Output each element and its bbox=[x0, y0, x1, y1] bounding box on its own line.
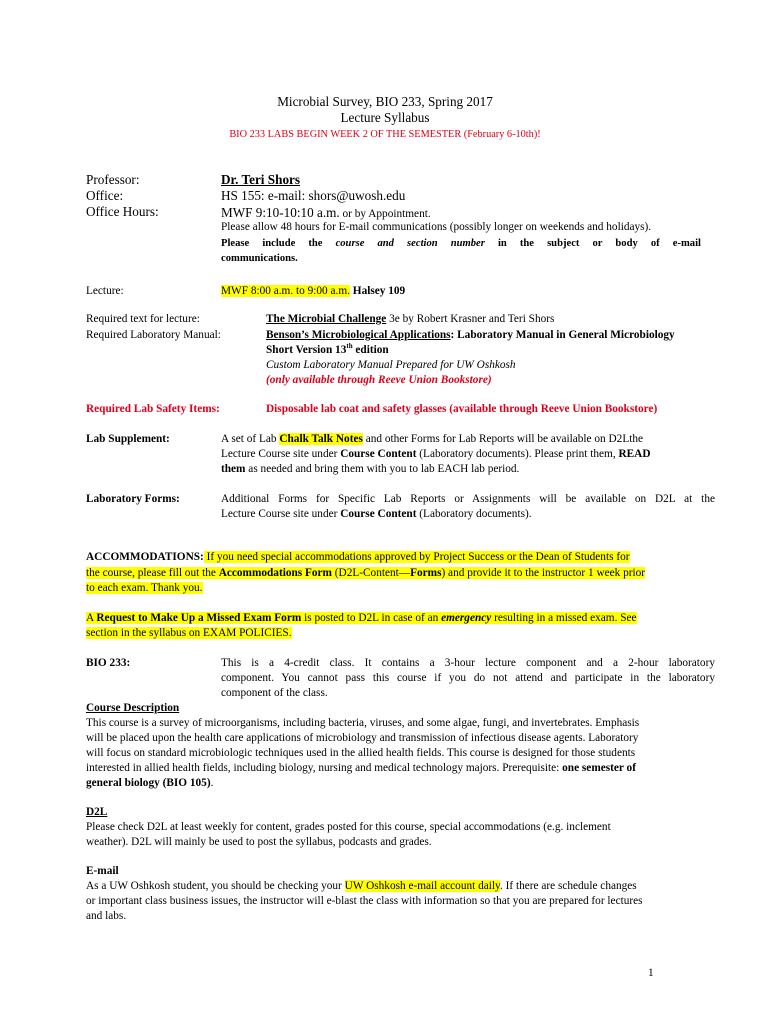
makeup-exam-line1: A Request to Make Up a Missed Exam Form is posted to D2L in case of an emergency resulting in a missed exam. See bbox=[86, 612, 637, 624]
document-title: Microbial Survey, BIO 233, Spring 2017 bbox=[277, 94, 493, 109]
email-heading: E-mail bbox=[86, 865, 119, 877]
lab-safety-value: Disposable lab coat and safety glasses (available through Reeve Union Bookstore) bbox=[266, 403, 658, 415]
include-note: Please include the course and section number in the subject or body of e-mail bbox=[221, 238, 701, 249]
bio-233-line2: component. You cannot pass this course if you do not attend and participate in the laboratory bbox=[221, 672, 715, 684]
office-value: HS 155: e-mail: shors@uwosh.edu bbox=[221, 188, 406, 203]
office-hours-suffix: or by Appointment. bbox=[339, 208, 431, 220]
edition-superscript: th bbox=[346, 342, 353, 351]
page-number: 1 bbox=[648, 967, 654, 979]
d2l-heading: D2L bbox=[86, 806, 108, 818]
lab-supplement-label: Lab Supplement: bbox=[86, 433, 170, 445]
required-manual-label: Required Laboratory Manual: bbox=[86, 329, 221, 341]
custom-manual-note: Custom Laboratory Manual Prepared for UW Oshkosh bbox=[266, 359, 516, 371]
include-emphasis: course and section number bbox=[335, 238, 485, 249]
d2l-line1: Please check D2L at least weekly for content, grades posted for this course, special accommodations (e.g. inclement bbox=[86, 821, 611, 833]
lecture-time: MWF 8:00 a.m. to 9:00 a.m. bbox=[221, 285, 350, 297]
email-allow-note: Please allow 48 hours for E-mail communications (possibly longer on weekends and holidays). bbox=[221, 221, 652, 233]
lecture-value bbox=[221, 284, 405, 299]
professor-label: Professor: bbox=[86, 172, 140, 187]
lab-forms-label: Laboratory Forms: bbox=[86, 493, 180, 505]
course-description-line3: will focus on standard microbiologic techniques used in the allied health fields. This course is designed for those students bbox=[86, 747, 636, 759]
chalk-talk-notes: Chalk Talk Notes bbox=[279, 433, 363, 445]
course-description-line5: general biology (BIO 105). bbox=[86, 777, 214, 789]
lab-forms-line2: Lecture Course site under Course Content (Laboratory documents). bbox=[221, 508, 532, 520]
include-note-line2: communications. bbox=[221, 253, 298, 264]
text-title: The Microbial Challenge bbox=[266, 313, 387, 325]
manual-edition: Short Version 13th edition bbox=[266, 342, 389, 356]
professor-name: Dr. Teri Shors bbox=[221, 172, 301, 187]
lecture-room: Halsey 109 bbox=[349, 285, 406, 297]
accommodations-label: ACCOMMODATIONS: bbox=[86, 551, 204, 563]
bio-233-line1: This is a 4-credit class. It contains a 3-hour lecture component and a 2-hour laboratory bbox=[221, 657, 715, 669]
d2l-line2: weather). D2L will mainly be used to post the syllabus, podcasts and grades. bbox=[86, 836, 432, 848]
email-line3: and labs. bbox=[86, 910, 127, 922]
bio-233-label: BIO 233: bbox=[86, 657, 131, 669]
text-author: 3e by Robert Krasner and Teri Shors bbox=[386, 313, 555, 325]
required-text-value bbox=[266, 312, 554, 327]
bookstore-note: (only available through Reeve Union Bookstore) bbox=[266, 374, 492, 386]
office-hours-label: Office Hours: bbox=[86, 204, 159, 219]
accommodations-line2: the course, please fill out the Accommodations Form (D2L-Content—Forms) and provide it to the instructor 1 week prior bbox=[86, 567, 646, 579]
course-description-heading: Course Description bbox=[86, 702, 180, 714]
makeup-form-name: Request to Make Up a Missed Exam Form bbox=[96, 612, 302, 624]
lab-supplement-line3: them as needed and bring them with you to lab EACH lab period. bbox=[221, 463, 520, 475]
lab-safety-label: Required Lab Safety Items: bbox=[86, 403, 220, 415]
email-line2: or important class business issues, the instructor will e-blast the class with information so that you are prepared for lectures bbox=[86, 895, 643, 907]
lab-forms-line1: Additional Forms for Specific Lab Reports or Assignments will be available on D2L at the bbox=[221, 493, 715, 505]
accommodations-line3: to each exam. Thank you. bbox=[86, 582, 203, 594]
lab-supplement-line2: Lecture Course site under Course Content (Laboratory documents). Please print them, READ bbox=[221, 448, 651, 460]
office-label: Office: bbox=[86, 188, 124, 203]
course-description-line4: interested in allied health fields, including biology, nursing and medical technology majors. Prerequisite: one semester of bbox=[86, 762, 636, 774]
office-hours-time: MWF 9:10-10:10 a.m. bbox=[221, 205, 340, 220]
email-daily-highlight: UW Oshkosh e-mail account daily bbox=[344, 880, 500, 892]
course-description-line1: This course is a survey of microorganisms, including bacteria, viruses, and some algae, fungi, and invertebrates. Emphasis bbox=[86, 717, 640, 729]
course-description-line2: will be placed upon the health care applications of microbiology and transmission of infectious disease agents. Laboratory bbox=[86, 732, 639, 744]
bio-233-line3: component of the class. bbox=[221, 687, 328, 699]
lecture-label: Lecture: bbox=[86, 285, 124, 297]
email-line1: As a UW Oshkosh student, you should be checking your UW Oshkosh e-mail account daily. If there are schedule changes bbox=[86, 880, 637, 892]
manual-value bbox=[266, 328, 675, 343]
lab-supplement-line1: A set of Lab Chalk Talk Notes and other Forms for Lab Reports will be available on D2Lthe bbox=[221, 433, 644, 445]
labs-notice: BIO 233 LABS BEGIN WEEK 2 OF THE SEMESTER (February 6-10th)! bbox=[229, 129, 541, 140]
manual-title: Benson’s Microbiological Applications bbox=[266, 329, 451, 341]
manual-subtitle: : Laboratory Manual in General Microbiology bbox=[450, 329, 675, 341]
makeup-exam-line2: section in the syllabus on EXAM POLICIES. bbox=[86, 627, 292, 639]
required-text-label: Required text for lecture: bbox=[86, 313, 200, 325]
document-subtitle: Lecture Syllabus bbox=[340, 110, 430, 125]
accommodations-line1: ACCOMMODATIONS: If you need special accommodations approved by Project Success or the Dean of Students for bbox=[86, 551, 630, 563]
